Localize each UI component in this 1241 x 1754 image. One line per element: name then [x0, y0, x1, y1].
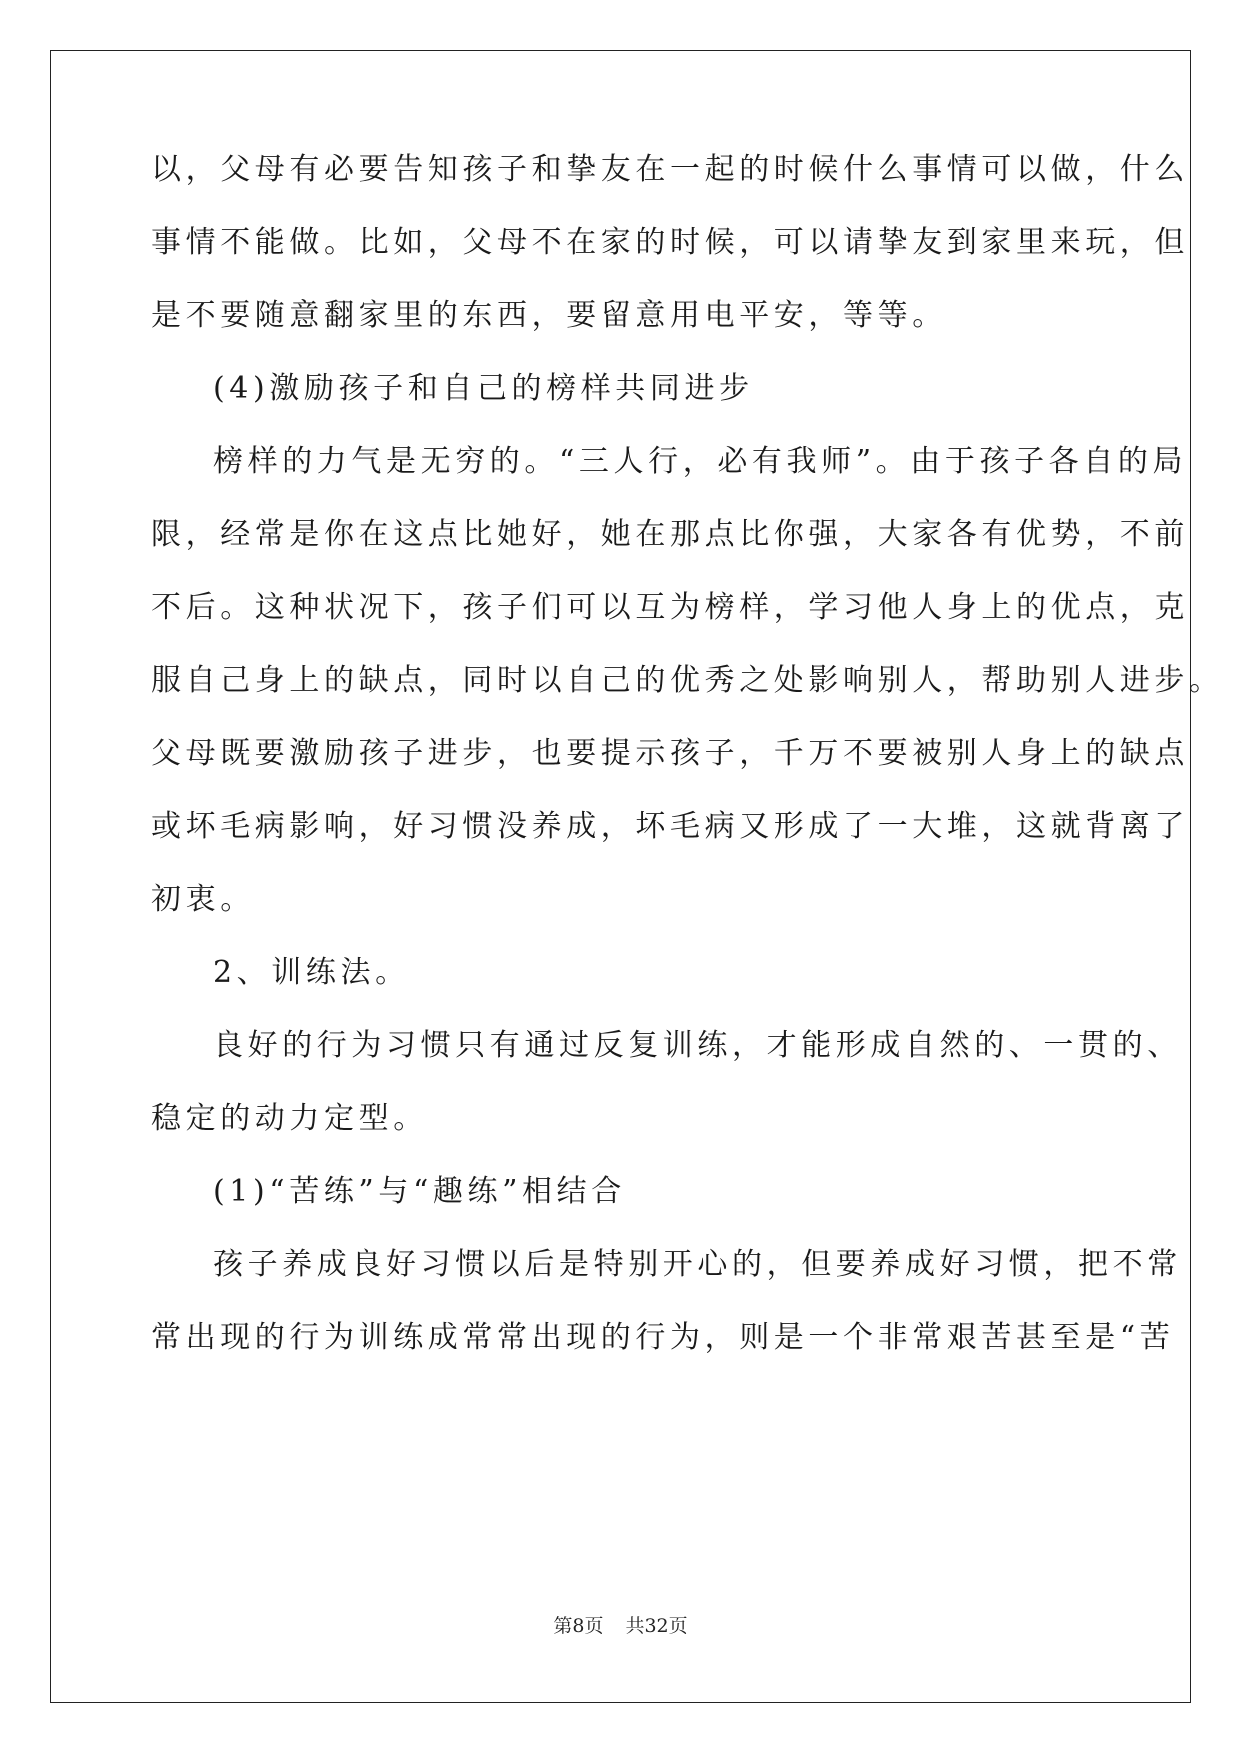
paragraph-line: 是不要随意翻家里的东西，要留意用电平安，等等。: [151, 298, 947, 333]
paragraph-line: 榜样的力气是无穷的。“三人行，必有我师”。由于孩子各自的局: [213, 444, 1188, 479]
paragraph-line: 以，父母有必要告知孩子和挚友在一起的时候什么事情可以做，什么: [151, 152, 1189, 187]
total-pages: 共32页: [625, 1615, 688, 1637]
paragraph-line: 良好的行为习惯只有通过反复训练，才能形成自然的、一贯的、: [213, 1028, 1182, 1063]
page-number: 第8页: [553, 1615, 604, 1637]
page-footer: [0, 1614, 1241, 1638]
section-heading: (1)“苦练”与“趣练”相结合: [213, 1174, 626, 1209]
paragraph-line: 初衷。: [151, 882, 255, 917]
paragraph-line: 不后。这种状况下，孩子们可以互为榜样，学习他人身上的优点，克: [151, 590, 1189, 625]
paragraph-line: 常出现的行为训练成常常出现的行为，则是一个非常艰苦甚至是“苦: [151, 1320, 1175, 1355]
paragraph-line: 稳定的动力定型。: [151, 1101, 428, 1136]
paragraph-line: 孩子养成良好习惯以后是特别开心的，但要养成好习惯，把不常: [213, 1247, 1182, 1282]
paragraph-line: 或坏毛病影响，好习惯没养成，坏毛病又形成了一大堆，这就背离了: [151, 809, 1189, 844]
section-heading: (4)激励孩子和自己的榜样共同进步: [213, 371, 754, 406]
section-heading: 2、训练法。: [213, 955, 410, 990]
paragraph-line: 限，经常是你在这点比她好，她在那点比你强，大家各有优势，不前: [151, 517, 1189, 552]
paragraph-line: 事情不能做。比如，父母不在家的时候，可以请挚友到家里来玩，但: [151, 225, 1189, 260]
paragraph-line: 服自己身上的缺点，同时以自己的优秀之处影响别人，帮助别人进步。: [151, 663, 1224, 698]
paragraph-line: 父母既要激励孩子进步，也要提示孩子，千万不要被别人身上的缺点: [151, 736, 1189, 771]
